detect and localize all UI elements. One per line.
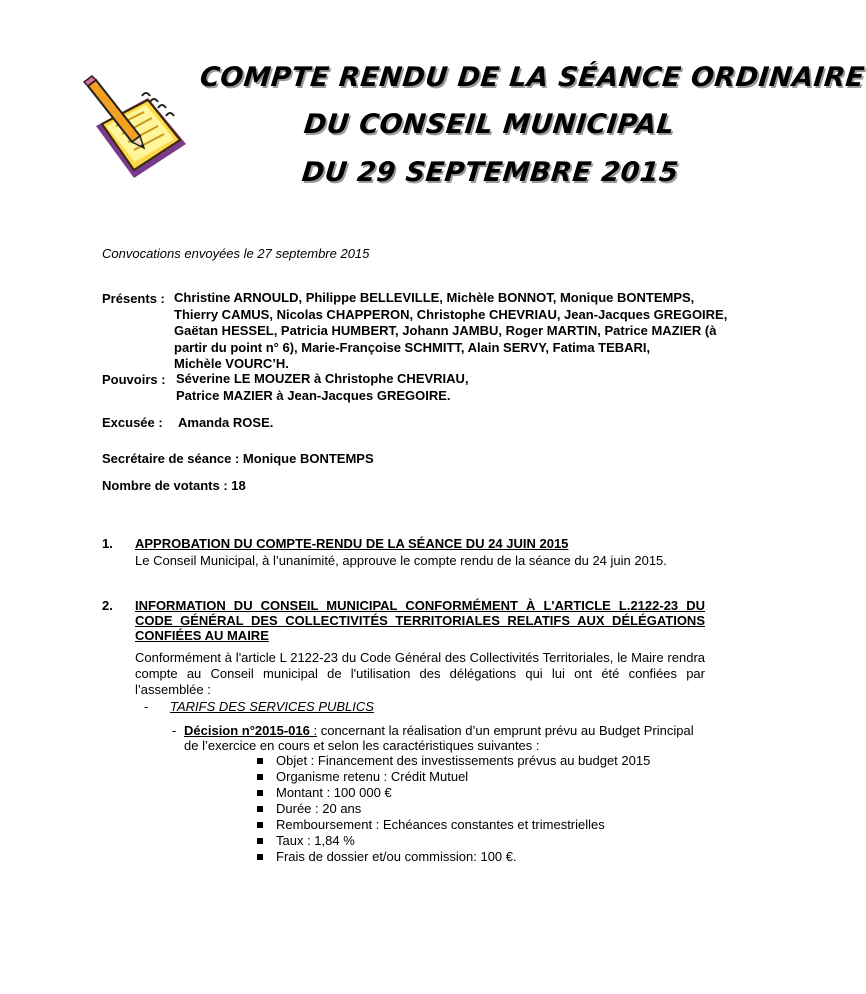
section-2-intro-line: Conformément à l'article L 2122-23 du Code Général des Collectivités Territoriales, le Maire rendra: [135, 650, 705, 665]
decision-paragraph: [184, 723, 704, 753]
header-title-line-2: DU CONSEIL MUNICIPAL: [302, 109, 676, 140]
decision-line-2: de l’exercice en cours et selon les caractéristiques suivantes :: [184, 738, 540, 753]
decision-line-1: [184, 723, 704, 738]
header-title-line-1: COMPTE RENDU DE LA SÉANCE ORDINAIRE: [198, 62, 866, 93]
presents-line: Thierry CAMUS, Nicolas CHAPPERON, Christophe CHEVRIAU, Jean-Jacques GREGOIRE,: [174, 306, 728, 322]
presents-line: Gaëtan HESSEL, Patricia HUMBERT, Johann JAMBU, Roger MARTIN, Patrice MAZIER (à: [174, 323, 717, 338]
presents-label: Présents :: [102, 291, 165, 306]
presents-line: Michèle VOURC’H.: [174, 356, 289, 371]
section-2-number: 2.: [102, 598, 113, 613]
section-2-title-line: CODE GÉNÉRAL DES COLLECTIVITÉS TERRITORIALES RELATIFS AUX DÉLÉGATIONS: [135, 613, 705, 628]
convocations-text: Convocations envoyées le 27 septembre 2015: [102, 246, 370, 261]
bullet-square-icon: [257, 854, 263, 860]
decision-dash: -: [172, 723, 177, 738]
section-1-text: Le Conseil Municipal, à l’unanimité, approuve le compte rendu de la séance du 24 juin 2015.: [135, 553, 667, 568]
section-2-intro-line: l’assemblée :: [135, 682, 211, 697]
decision-colon: :: [309, 723, 318, 738]
section-2-intro: [135, 650, 705, 698]
section-1-number: 1.: [102, 536, 113, 551]
decision-label: Décision n°2015-016: [184, 723, 310, 738]
notepad-pencil-icon: [82, 74, 194, 186]
subhead-tarifs: TARIFS DES SERVICES PUBLICS: [170, 699, 374, 714]
decision-text-1: concernant la réalisation d’un emprunt prévu au Budget Principal: [317, 723, 694, 738]
bullet-square-icon: [257, 774, 263, 780]
bullet-square-icon: [257, 822, 263, 828]
section-2-title: [135, 598, 705, 643]
section-2-title-line: CONFIÉES AU MAIRE: [135, 628, 269, 643]
bullet-square-icon: [257, 790, 263, 796]
section-2-title-line: INFORMATION DU CONSEIL MUNICIPAL CONFORMÉMENT À L'ARTICLE L.2122-23 DU: [135, 598, 705, 613]
pouvoirs-line: Patrice MAZIER à Jean-Jacques GREGOIRE.: [176, 387, 451, 403]
pouvoirs-line: Séverine LE MOUZER à Christophe CHEVRIAU,: [176, 371, 469, 386]
bullet-square-icon: [257, 838, 263, 844]
secretaire-text: Secrétaire de séance : Monique BONTEMPS: [102, 451, 374, 466]
pouvoirs-list: [176, 371, 736, 404]
bullet-square-icon: [257, 806, 263, 812]
presents-line: partir du point n° 6), Marie-Françoise SCHMITT, Alain SERVY, Fatima TEBARI,: [174, 339, 651, 355]
excusee-value: Amanda ROSE.: [178, 415, 274, 430]
subhead-dash: -: [144, 699, 149, 714]
excusee-label: Excusée :: [102, 415, 163, 430]
section-1-title: APPROBATION DU COMPTE-RENDU DE LA SÉANCE DU 24 JUIN 2015: [135, 536, 569, 551]
section-2-intro-line: compte au Conseil municipal de l'utilisation des délégations qui lui ont été confiées par: [135, 666, 705, 681]
votants-text: Nombre de votants : 18: [102, 478, 246, 493]
presents-line: Christine ARNOULD, Philippe BELLEVILLE, Michèle BONNOT, Monique BONTEMPS,: [174, 290, 695, 305]
bullet-square-icon: [257, 758, 263, 764]
header-title-line-3: DU 29 SEPTEMBRE 2015: [300, 157, 681, 188]
presents-list: [174, 290, 734, 373]
pouvoirs-label: Pouvoirs :: [102, 372, 166, 387]
